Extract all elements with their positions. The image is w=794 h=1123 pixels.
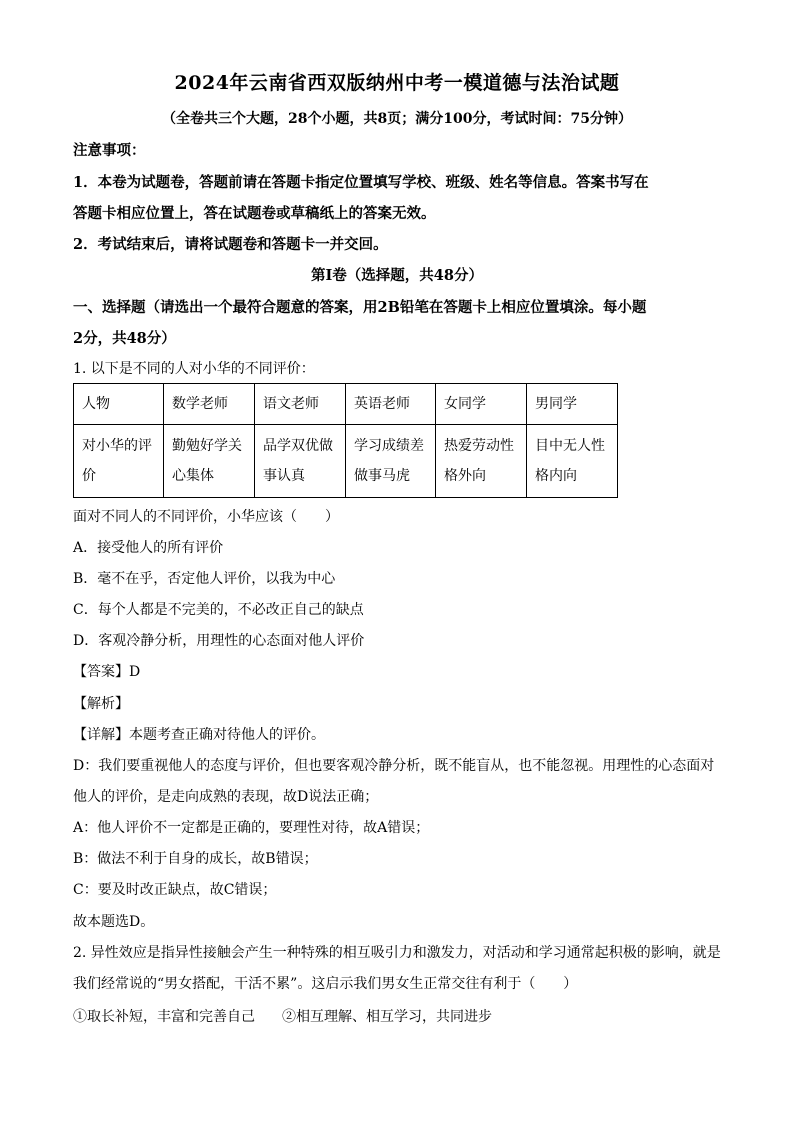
q1-explain-d-line-1: D：我们要重视他人的态度与评价，但也要客观冷静分析，既不能盲从，也不能忽视。用理性的心态面对: [73, 758, 715, 774]
cell-line: 勤勉好学关: [172, 438, 242, 454]
q1-analysis-label: 【解析】: [73, 696, 129, 712]
table-header-cell: 女同学: [436, 384, 527, 425]
q1-explain-a: A：他人评价不一定都是正确的，要理性对待，故A错误；: [73, 820, 430, 836]
cell-line: 品学双优做: [263, 438, 333, 454]
q1-stem: 1. 以下是不同的人对小华的不同评价：: [73, 361, 315, 377]
q1-option-c: C．每个人都是不完美的，不必改正自己的缺点: [73, 602, 364, 618]
section-1-line-1: 一、选择题（请选出一个最符合题意的答案，用2B铅笔在答题卡上相应位置填涂。每小题: [73, 299, 647, 316]
q1-explain-c: C：要及时改正缺点，故C错误；: [73, 882, 277, 898]
q2-stem-line-2: 我们经常说的“男女搭配，干活不累”。这启示我们男女生正常交往有利于（ ）: [73, 976, 578, 992]
table-header-row: [74, 384, 618, 425]
q1-answer: 【答案】D: [73, 664, 141, 680]
table-header-cell: 语文老师: [255, 384, 346, 425]
cell-line: 价: [82, 468, 96, 484]
table-header-cell: 人物: [74, 384, 164, 425]
notice-item-2: 2．考试结束后，请将试题卷和答题卡一并交回。: [73, 236, 388, 253]
q2-choice-1: ①取长补短，丰富和完善自己: [73, 1009, 255, 1025]
notice-item-1-line-1: 1．本卷为试题卷，答题前请在答题卡指定位置填写学校、班级、姓名等信息。答案书写在: [73, 174, 649, 191]
table-header-cell: 男同学: [527, 384, 618, 425]
cell-line: 格外向: [444, 468, 486, 484]
table-cell: [527, 425, 618, 498]
table-cell: [436, 425, 527, 498]
table-row: [74, 425, 618, 498]
cell-line: 格内向: [535, 468, 577, 484]
cell-line: 热爱劳动性: [444, 438, 514, 454]
table-cell: [164, 425, 255, 498]
notice-heading: 注意事项：: [73, 142, 146, 159]
table-cell: [346, 425, 436, 498]
exam-title: 2024年云南省西双版纳州中考一模道德与法治试题: [174, 72, 620, 94]
q1-conclusion: 故本题选D。: [73, 914, 155, 930]
q1-explain-b: B：做法不利于自身的成长，故B错误；: [73, 851, 318, 867]
cell-line: 学习成绩差: [354, 438, 424, 454]
part-1-title: 第Ⅰ卷（选择题，共48分）: [311, 267, 483, 284]
cell-line: 目中无人性: [535, 438, 605, 454]
q1-option-d: D．客观冷静分析，用理性的心态面对他人评价: [73, 633, 365, 649]
cell-line: 心集体: [172, 468, 214, 484]
q2-stem-line-1: 2. 异性效应是指异性接触会产生一种特殊的相互吸引力和激发力，对活动和学习通常起积极的影响，就是: [73, 945, 721, 961]
q1-explain-d-line-2: 他人的评价，是走向成熟的表现，故D说法正确；: [73, 789, 379, 805]
cell-line: 事认真: [263, 468, 305, 484]
q1-detail: 【详解】本题考查正确对待他人的评价。: [73, 727, 325, 743]
cell-line: 对小华的评: [82, 438, 152, 454]
q1-question: 面对不同人的不同评价，小华应该（ ）: [73, 509, 339, 525]
q2-choice-2: ②相互理解、相互学习，共同进步: [282, 1009, 492, 1025]
q1-option-b: B．毫不在乎，否定他人评价，以我为中心: [73, 571, 336, 587]
section-1-line-2: 2分，共48分）: [73, 330, 176, 347]
table-header-cell: 英语老师: [346, 384, 436, 425]
q1-option-a: A．接受他人的所有评价: [73, 540, 224, 556]
table-cell: [74, 425, 164, 498]
cell-line: 做事马虎: [354, 468, 410, 484]
notice-item-1-line-2: 答题卡相应位置上，答在试题卷或草稿纸上的答案无效。: [73, 205, 436, 222]
evaluation-table: [73, 383, 618, 498]
exam-subtitle: （全卷共三个大题，28个小题，共8页；满分100分，考试时间：75分钟）: [162, 111, 632, 127]
table-header-cell: 数学老师: [164, 384, 255, 425]
table-cell: [255, 425, 346, 498]
